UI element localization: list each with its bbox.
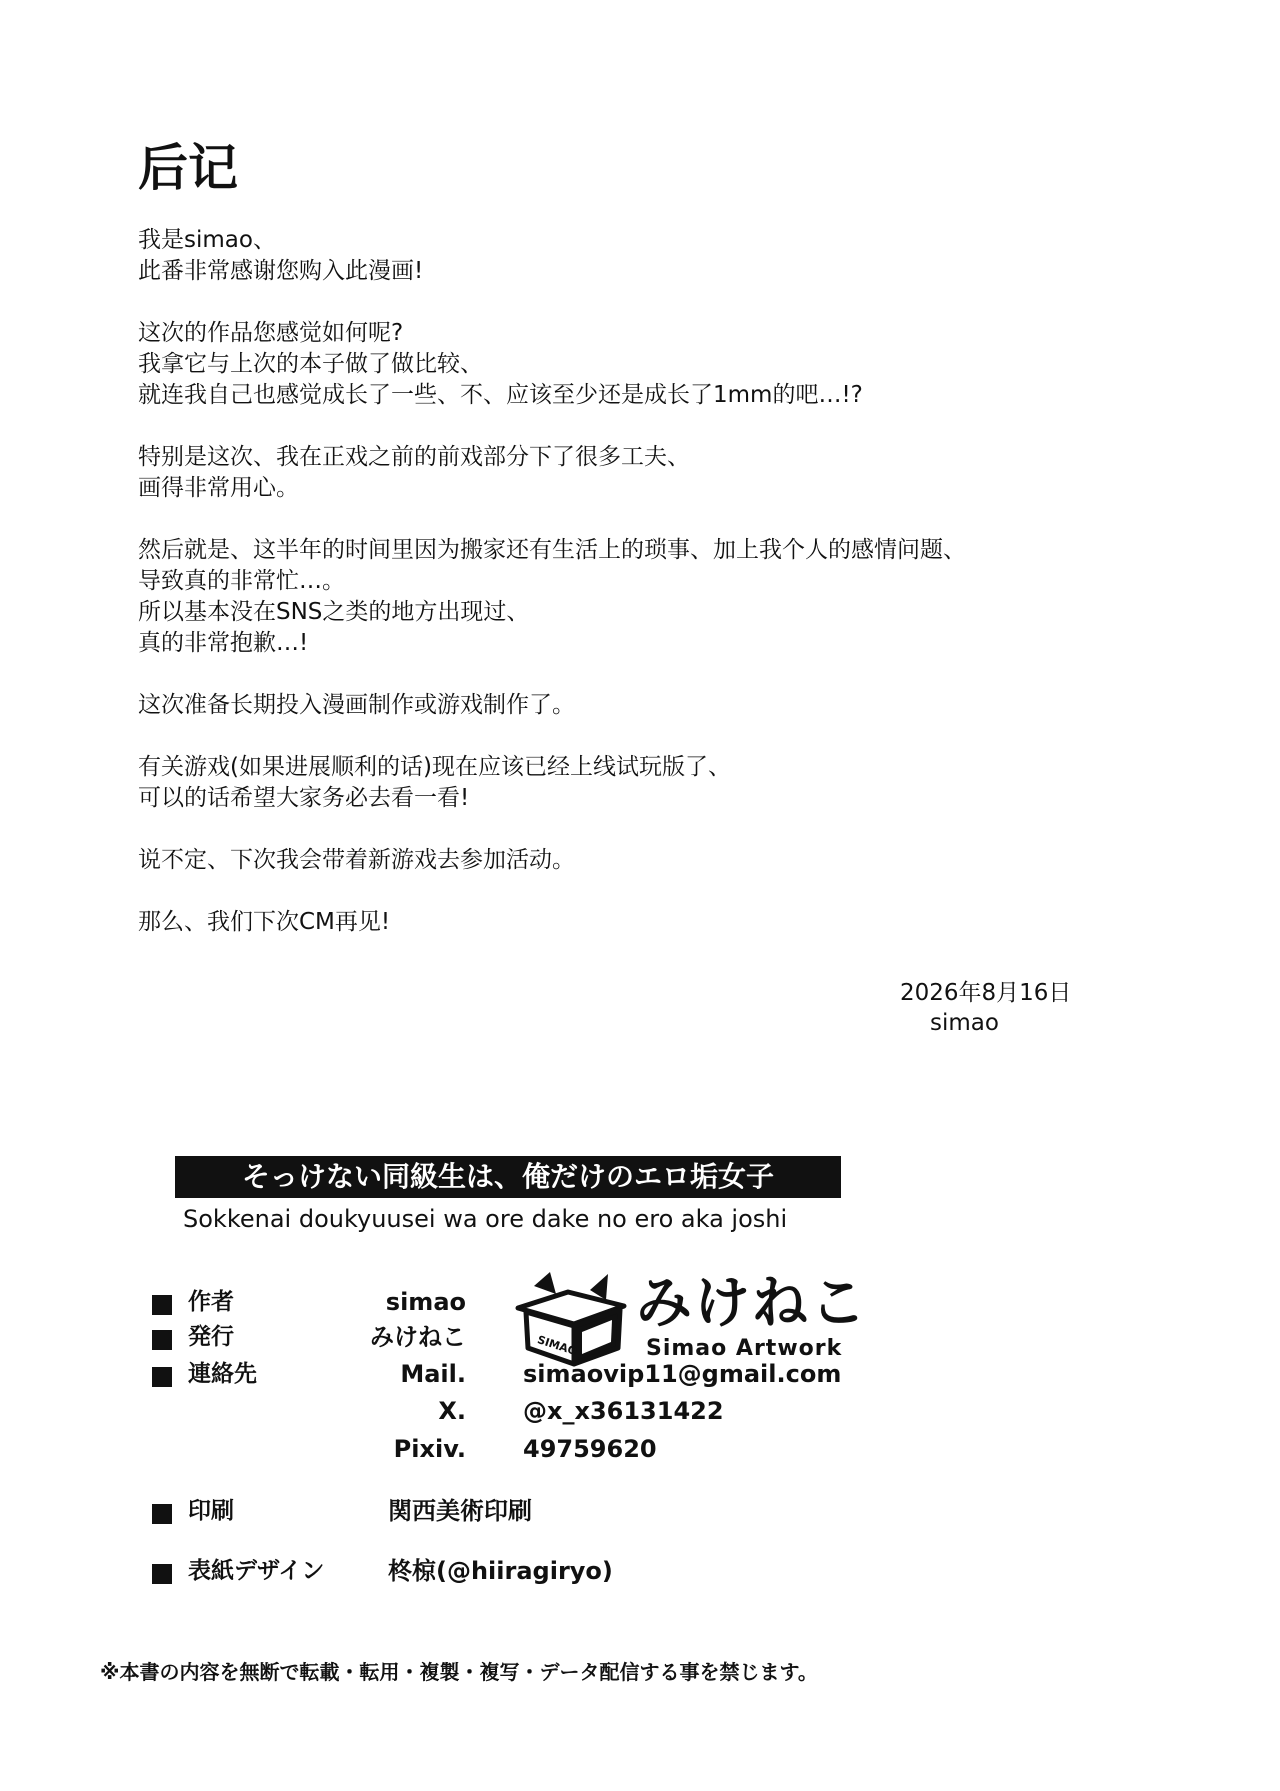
afterword-line: 此番非常感谢您购入此漫画!: [138, 258, 424, 284]
print-value: 関西美術印刷: [388, 1497, 532, 1525]
x-value[interactable]: @x_x36131422: [523, 1397, 724, 1425]
cover-design-value: 柊椋(@hiiragiryo): [388, 1557, 613, 1585]
cat-box-logo-icon: [512, 1268, 632, 1368]
afterword-line: 真的非常抱歉…!: [138, 630, 309, 656]
afterword-paragraph: [138, 442, 1138, 504]
cover-design-label: 表紙デザイン: [188, 1558, 325, 1584]
afterword-line: 说不定、下次我会带着新游戏去参加活动。: [138, 847, 575, 873]
mail-label: Mail.: [400, 1360, 466, 1388]
mail-value[interactable]: simaovip11@gmail.com: [523, 1360, 842, 1388]
afterword-line: 画得非常用心。: [138, 475, 299, 501]
afterword-line: 特别是这次、我在正戏之前的前戏部分下了很多工夫、: [138, 444, 690, 470]
bullet-square: [152, 1295, 172, 1315]
afterword-line: 有关游戏(如果进展顺利的话)现在应该已经上线试玩版了、: [138, 754, 731, 780]
afterword-line: 导致真的非常忙…。: [138, 568, 345, 594]
afterword-line: 我是simao、: [138, 227, 276, 253]
publisher-value: みけねこ: [370, 1323, 466, 1351]
logo-box-text: SIMAO: [535, 1333, 579, 1359]
afterword-paragraph: [138, 225, 1138, 287]
author-value: simao: [385, 1288, 466, 1316]
afterword-line: 这次准备长期投入漫画制作或游戏制作了。: [138, 692, 575, 718]
contact-label: 連絡先: [188, 1361, 257, 1387]
afterword-paragraph: [138, 535, 1138, 659]
afterword-paragraph: [138, 845, 1138, 876]
afterword-body: [138, 225, 1138, 969]
afterword-line: 可以的话希望大家务必去看一看!: [138, 785, 470, 811]
afterword-line: 然后就是、这半年的时间里因为搬家还有生活上的琐事、加上我个人的感情问题、: [138, 537, 966, 563]
afterword-signature: simao: [930, 1010, 999, 1036]
logo-name: みけねこ: [636, 1271, 868, 1336]
print-label: 印刷: [188, 1498, 234, 1524]
bullet-square: [152, 1504, 172, 1524]
book-title-romaji: Sokkenai doukyuusei wa ore dake no ero aka joshi: [183, 1205, 788, 1233]
afterword-line: 那么、我们下次CM再见!: [138, 909, 391, 935]
afterword-paragraph: [138, 752, 1138, 814]
afterword-line: 我拿它与上次的本子做了做比较、: [138, 351, 483, 377]
publisher-label: 発行: [188, 1324, 234, 1350]
author-label: 作者: [188, 1289, 234, 1315]
afterword-paragraph: [138, 318, 1138, 411]
afterword-date: 2026年8月16日: [900, 980, 1072, 1006]
logo-subtitle: Simao Artwork: [646, 1336, 843, 1361]
afterword-paragraph: [138, 690, 1138, 721]
book-title: そっけない同級生は、俺だけのエロ垢女子: [175, 1156, 841, 1198]
bullet-square: [152, 1564, 172, 1584]
bullet-square: [152, 1330, 172, 1350]
afterword-line: 所以基本没在SNS之类的地方出现过、: [138, 599, 530, 625]
bullet-square: [152, 1367, 172, 1387]
afterword-line: 这次的作品您感觉如何呢?: [138, 320, 404, 346]
pixiv-label: Pixiv.: [393, 1435, 466, 1463]
x-label: X.: [438, 1397, 466, 1425]
copyright-notice: ※本書の内容を無断で転載・転用・複製・複写・データ配信する事を禁じます。: [100, 1660, 818, 1684]
afterword-paragraph: [138, 907, 1138, 938]
pixiv-value[interactable]: 49759620: [523, 1435, 657, 1463]
page-title: 后记: [138, 139, 238, 197]
afterword-line: 就连我自己也感觉成长了一些、不、应该至少还是成长了1mm的吧…!?: [138, 382, 863, 408]
